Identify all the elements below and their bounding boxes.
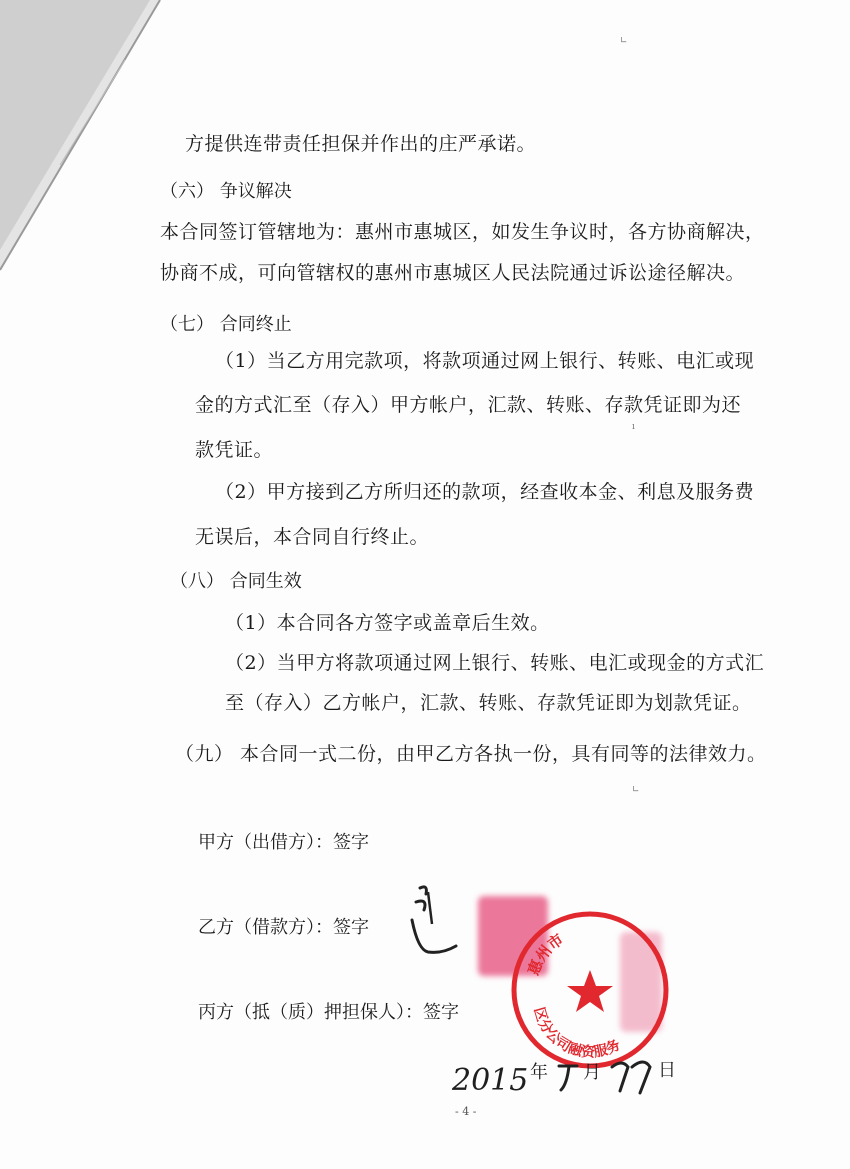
text-line: 本合同签订管辖地为：惠州市惠城区，如发生争议时，各方协商解决，: [160, 221, 765, 243]
handwritten-year: [448, 1056, 538, 1100]
text-line: 方提供连带责任担保并作出的庄严承诺。: [185, 133, 537, 155]
text-line: （九） 本合同一式二份，由甲乙方各执一份，具有同等的法律效力。: [175, 743, 767, 765]
handwritten-month: [553, 1058, 583, 1098]
handwritten-day: [608, 1055, 658, 1099]
date-month-label: 月: [583, 1062, 601, 1083]
handwritten-signature: [398, 880, 468, 960]
date-day-label: 日: [658, 1060, 676, 1081]
seal-bottom-text: 区分公司融资服务: [530, 1005, 623, 1061]
section-heading-termination: （七） 合同终止: [160, 314, 292, 335]
company-seal: [508, 908, 673, 1073]
text-line: （1）当乙方用完款项，将款项通过网上银行、转账、电汇或现: [215, 350, 755, 372]
text-line: 至（存入）乙方帐户，汇款、转账、存款凭证即为划款凭证。: [225, 692, 752, 714]
text-line: （1）本合同各方签字或盖章后生效。: [225, 612, 550, 634]
svg-text:惠州市: [524, 930, 567, 978]
scan-mark: ∟: [632, 785, 640, 795]
text-line: 协商不成，可向管辖权的惠州市惠城区人民法院通过诉讼途径解决。: [160, 262, 746, 284]
text-line: （2）当甲方将款项通过网上银行、转账、电汇或现金的方式汇: [225, 652, 765, 674]
text-line: 金的方式汇至（存入）甲方帐户，汇款、转账、存款凭证即为还: [195, 394, 742, 416]
scan-mark: ∟: [620, 36, 628, 46]
scan-mark: ı: [632, 422, 635, 432]
section-heading-dispute: （六） 争议解决: [160, 181, 292, 202]
text-line: （2）甲方接到乙方所归还的款项，经查收本金、利息及服务费: [215, 481, 755, 503]
date-year-label: 年: [530, 1062, 548, 1083]
seal-star-icon: [567, 970, 613, 1012]
page-number: - 4 -: [455, 1105, 477, 1118]
signature-party-c: 丙方（抵（质）押担保人）：签字: [198, 1002, 459, 1023]
signature-party-b: 乙方（借款方）：签字: [198, 917, 369, 938]
section-heading-effect: （八） 合同生效: [170, 571, 302, 592]
page-fold-corner: [0, 0, 170, 290]
seal-top-text: 惠州市: [524, 930, 567, 978]
text-line: 无误后，本合同自行终止。: [195, 526, 430, 548]
svg-text:2015: 2015: [452, 1063, 529, 1098]
signature-party-a: 甲方（出借方）：签字: [198, 832, 369, 853]
text-line: 款凭证。: [195, 439, 274, 461]
